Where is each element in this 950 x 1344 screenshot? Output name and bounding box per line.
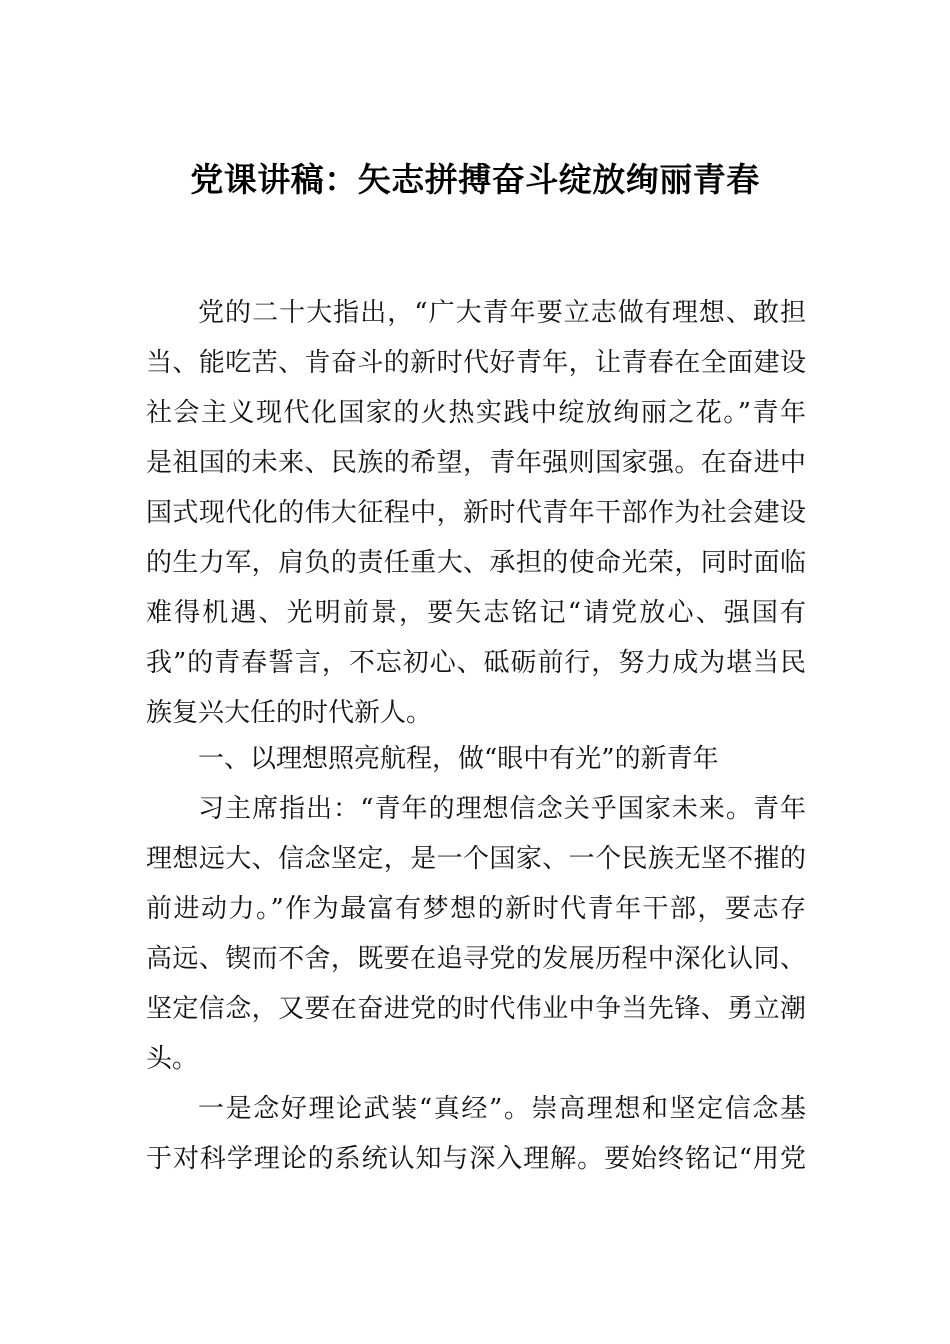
paragraph-2-line-5: 坚定信念，又要在奋进党的时代伟业中争当先锋、勇立潮 bbox=[146, 994, 806, 1024]
paragraph-1-line-6: 的生力军，肩负的责任重大、承担的使命光荣，同时面临 bbox=[146, 548, 806, 578]
document-title: 党课讲稿：矢志拼搏奋斗绽放绚丽青春 bbox=[190, 160, 760, 199]
section-heading-1: 一、以理想照亮航程，做“眼中有光”的新青年 bbox=[198, 744, 719, 774]
paragraph-2-line-6: 头。 bbox=[146, 1044, 199, 1074]
paragraph-2-line-4: 高远、锲而不舍，既要在追寻党的发展历程中深化认同、 bbox=[146, 944, 806, 974]
paragraph-1-line-3: 社会主义现代化国家的火热实践中绽放绚丽之花。”青年 bbox=[146, 398, 806, 428]
paragraph-2-line-3: 前进动力。”作为最富有梦想的新时代青年干部，要志存 bbox=[146, 894, 806, 924]
paragraph-1-line-5: 国式现代化的伟大征程中，新时代青年干部作为社会建设 bbox=[146, 498, 806, 528]
paragraph-3-line-2: 于对科学理论的系统认知与深入理解。要始终铭记“用党 bbox=[146, 1144, 806, 1174]
paragraph-1-line-8: 我”的青春誓言，不忘初心、砥砺前行，努力成为堪当民 bbox=[146, 648, 806, 678]
paragraph-1-line-1: 党的二十大指出，“广大青年要立志做有理想、敢担 bbox=[198, 298, 806, 328]
paragraph-2-line-2: 理想远大、信念坚定，是一个国家、一个民族无坚不摧的 bbox=[146, 844, 806, 874]
paragraph-1-line-2: 当、能吃苦、肯奋斗的新时代好青年，让青春在全面建设 bbox=[146, 348, 806, 378]
paragraph-1-line-4: 是祖国的未来、民族的希望，青年强则国家强。在奋进中 bbox=[146, 448, 806, 478]
paragraph-1-line-7: 难得机遇、光明前景，要矢志铭记“请党放心、强国有 bbox=[146, 598, 806, 628]
paragraph-2-line-1: 习主席指出：“青年的理想信念关乎国家未来。青年 bbox=[198, 794, 806, 824]
paragraph-1-line-9: 族复兴大任的时代新人。 bbox=[146, 698, 433, 728]
paragraph-3-line-1: 一是念好理论武装“真经”。崇高理想和坚定信念基 bbox=[198, 1094, 806, 1124]
